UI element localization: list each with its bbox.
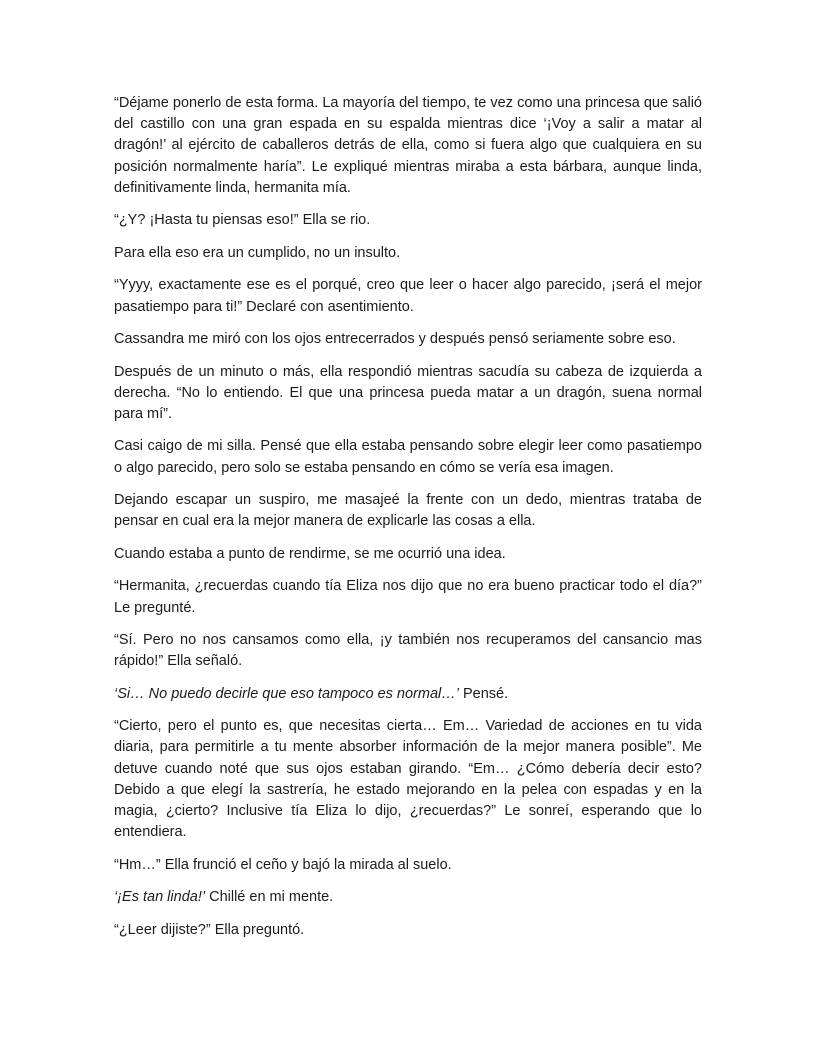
paragraph-2-text: “¿Y? ¡Hasta tu piensas eso!” Ella se rio. xyxy=(114,212,371,229)
paragraph-3-text: Para ella eso era un cumplido, no un insulto. xyxy=(114,244,401,261)
paragraph-8 xyxy=(114,490,702,532)
paragraph-7 xyxy=(114,436,702,478)
paragraph-9-text: Cuando estaba a punto de rendirme, se me ocurrió una idea. xyxy=(114,545,506,562)
paragraph-12-text: Pensé. xyxy=(458,685,509,702)
paragraph-12-thought: ‘Si… No puedo decirle que eso tampoco es normal…’ xyxy=(114,685,459,702)
paragraph-7-text: Casi caigo de mi silla. Pensé que ella estaba pensando sobre elegir leer como pasatiempo o algo parecido, pero solo se estaba pensando en cómo se vería esa imagen. xyxy=(114,438,702,476)
paragraph-8-text: Dejando escapar un suspiro, me masajeé la frente con un dedo, mientras trataba de pensar en cual era la mejor manera de explicarle las cosas a ella. xyxy=(114,492,702,530)
paragraph-6-text: Después de un minuto o más, ella respondió mientras sacudía su cabeza de izquierda a derecha. “No lo entiendo. El que una princesa pueda matar a un dragón, suena normal para mí”. xyxy=(114,363,702,422)
paragraph-11-text: “Sí. Pero no nos cansamos como ella, ¡y también nos recuperamos del cansancio mas rápido!” Ella señaló. xyxy=(114,632,702,670)
paragraph-2 xyxy=(114,210,702,231)
paragraph-12 xyxy=(114,684,702,705)
paragraph-15-thought: ‘¡Es tan linda!’ xyxy=(114,889,206,906)
paragraph-15 xyxy=(114,887,702,908)
paragraph-13 xyxy=(114,716,702,843)
paragraph-14-text: “Hm…” Ella frunció el ceño y bajó la mirada al suelo. xyxy=(114,856,452,873)
paragraph-16-text: “¿Leer dijiste?” Ella preguntó. xyxy=(114,921,305,938)
paragraph-4-text: “Yyyy, exactamente ese es el porqué, creo que leer o hacer algo parecido, ¡será el mejor pasatiempo para ti!” Declaré con asentimiento. xyxy=(114,277,702,315)
paragraph-16 xyxy=(114,920,702,941)
document-page xyxy=(114,93,702,952)
paragraph-15-text: Chillé en mi mente. xyxy=(205,889,334,906)
paragraph-5-text: Cassandra me miró con los ojos entrecerrados y después pensó seriamente sobre eso. xyxy=(114,331,676,348)
paragraph-3 xyxy=(114,243,702,264)
paragraph-10-text: “Hermanita, ¿recuerdas cuando tía Eliza nos dijo que no era bueno practicar todo el día?” Le pregunté. xyxy=(114,578,702,616)
paragraph-9 xyxy=(114,544,702,565)
paragraph-13-text: “Cierto, pero el punto es, que necesitas cierta… Em… Variedad de acciones en tu vida diaria, para permitirle a tu mente absorber información de la mejor manera posible”. Me detuve cuando noté que sus ojos estaban girando. “Em… ¿Cómo debería decir esto? Debido a que elegí la sastrería, he estado mejorando en la pelea con espadas y en la magia, ¿cierto? Inclusive tía Eliza lo dijo, ¿recuerdas?” Le sonreí, esperando que lo entendiera. xyxy=(114,718,702,841)
paragraph-10 xyxy=(114,576,702,618)
paragraph-1 xyxy=(114,93,702,199)
paragraph-4 xyxy=(114,275,702,317)
paragraph-14 xyxy=(114,855,702,876)
paragraph-1-text: “Déjame ponerlo de esta forma. La mayoría del tiempo, te vez como una princesa que salió del castillo con una gran espada en su espalda mientras dice ‘¡Voy a salir a matar al dragón!’ al ejército de caballeros detrás de ella, como si fuera algo que cualquiera en su posición normalmente haría”. Le expliqué mientras miraba a esta bárbara, aunque linda, definitivamente linda, hermanita mía. xyxy=(114,95,702,196)
paragraph-6 xyxy=(114,362,702,426)
paragraph-5 xyxy=(114,329,702,350)
paragraph-11 xyxy=(114,630,702,672)
